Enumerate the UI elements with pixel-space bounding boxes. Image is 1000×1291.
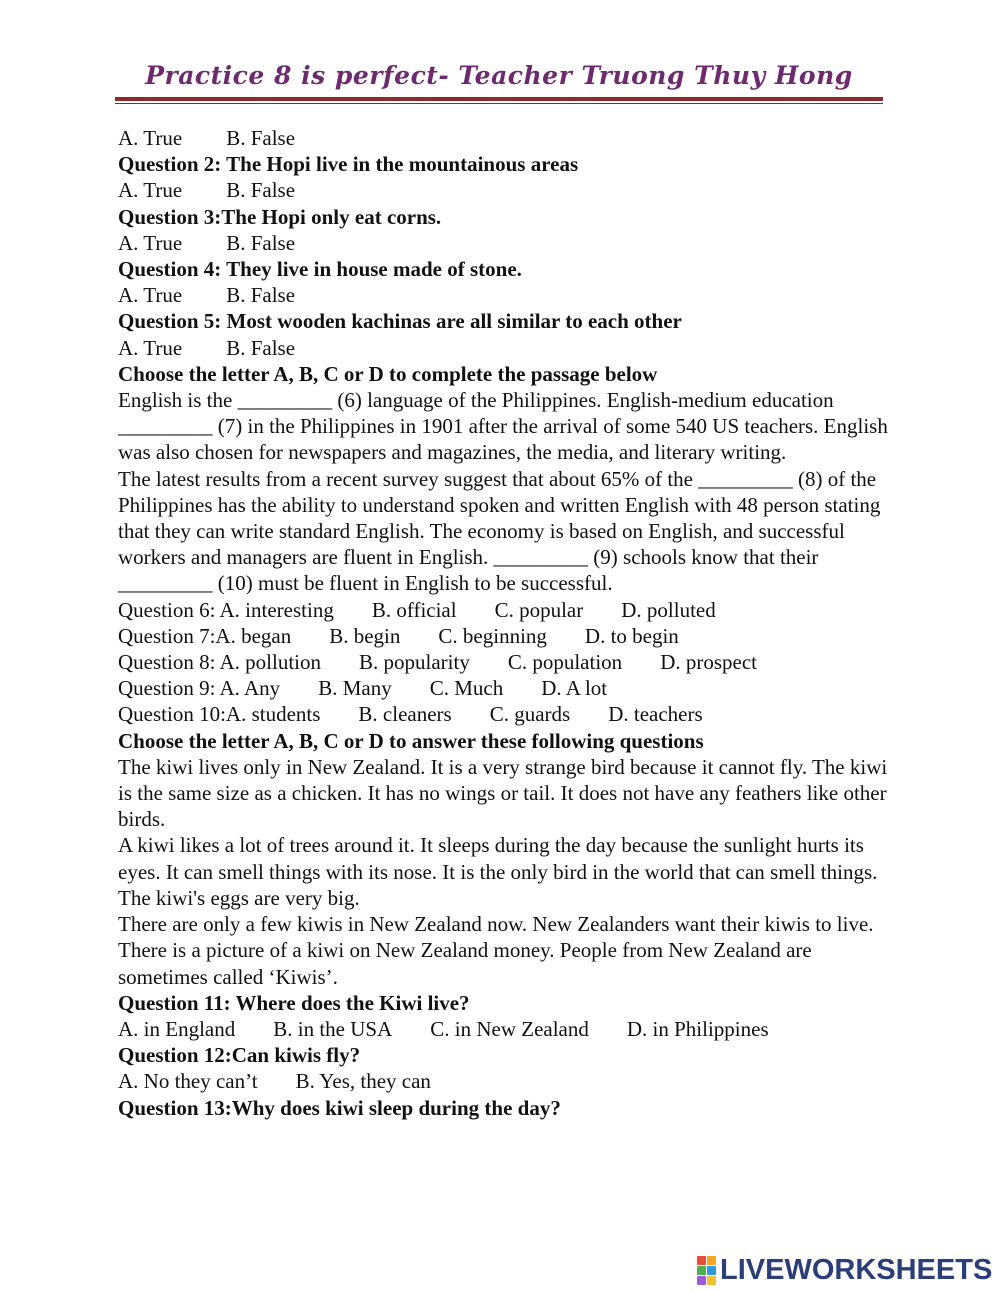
q4-text: Question 4: They live in house made of stone.	[118, 257, 522, 282]
q12-option-b[interactable]: B. Yes, they can	[295, 1069, 431, 1094]
q10-row	[118, 701, 888, 727]
q11-option-c[interactable]: C. in New Zealand	[430, 1016, 589, 1041]
q6-option-d[interactable]: D. polluted	[621, 597, 716, 622]
q6-option-c[interactable]: C. popular	[494, 597, 584, 622]
q7-row	[118, 623, 888, 649]
q11-text: Question 11: Where does the Kiwi live?	[118, 990, 470, 1015]
q12-option-a[interactable]: A. No they can’t	[118, 1069, 258, 1094]
passage-kiwi-p2: A kiwi likes a lot of trees around it. It sleeps during the day because the sunlight hurts its eyes. It can smell things with its nose. It is the only bird in the world that can smell things. The kiwi's eggs are very big.	[118, 833, 878, 910]
q9-row	[118, 675, 888, 701]
q3-option-b[interactable]: B. False	[226, 230, 296, 255]
q11-option-a[interactable]: A. in England	[118, 1016, 236, 1041]
q12-text: Question 12:Can kiwis fly?	[118, 1043, 361, 1068]
q2-options	[118, 177, 888, 203]
q8-option-c[interactable]: C. population	[507, 650, 623, 675]
q4-options	[118, 282, 888, 308]
q12-options	[118, 1068, 888, 1094]
section2-heading: Choose the letter A, B, C or D to complete the passage below	[118, 361, 658, 386]
q5-option-a[interactable]: A. True	[118, 335, 183, 360]
q10-label-option-a[interactable]: Question 10:A. students	[118, 702, 321, 727]
q11-options	[118, 1016, 888, 1042]
q10-option-c[interactable]: C. guards	[489, 702, 571, 727]
q5-text: Question 5: Most wooden kachinas are all similar to each other	[118, 309, 682, 334]
q5-options	[118, 335, 888, 361]
q9-option-b[interactable]: B. Many	[318, 676, 392, 701]
q9-label-option-a[interactable]: Question 9: A. Any	[118, 676, 281, 701]
passage-philippines-p2: The latest results from a recent survey suggest that about 65% of the _________ (8) of the Philippines has the ability to understand spoken and written English with 48 person stating that they can write standard English. The economy is based on English, and successful workers and managers are fluent in English. _________ (9) schools know that their _________ (10) must be fluent in English to be successful.	[118, 466, 881, 596]
q9-option-d[interactable]: D. A lot	[541, 676, 608, 701]
header-rule-thin	[115, 103, 883, 104]
q9-option-c[interactable]: C. Much	[429, 676, 504, 701]
q8-option-d[interactable]: D. prospect	[660, 650, 757, 675]
passage-philippines-p1: English is the _________ (6) language of the Philippines. English-medium education _________ (7) in the Philippines in 1901 after the arrival of some 540 US teachers. English was also chosen for newspapers and magazines, the media, and literary writing.	[118, 388, 888, 465]
q1-option-b[interactable]: B. False	[226, 126, 296, 150]
liveworksheets-logo	[697, 1255, 992, 1285]
logo-block	[697, 1266, 706, 1275]
q7-option-d[interactable]: D. to begin	[584, 623, 679, 648]
q1-options	[118, 125, 888, 151]
page-header	[115, 58, 883, 98]
q7-option-b[interactable]: B. begin	[329, 623, 401, 648]
header-rule-thick	[115, 97, 883, 101]
q6-label-option-a[interactable]: Question 6: A. interesting	[118, 597, 334, 622]
logo-block	[697, 1276, 706, 1285]
q7-label-option-a[interactable]: Question 7:A. began	[118, 623, 292, 648]
q3-options	[118, 230, 888, 256]
q4-option-b[interactable]: B. False	[226, 283, 296, 308]
logo-blocks-icon	[697, 1256, 716, 1285]
q8-row	[118, 649, 888, 675]
q5-option-b[interactable]: B. False	[226, 335, 296, 360]
passage-kiwi-p3: There are only a few kiwis in New Zealand now. New Zealanders want their kiwis to live. There is a picture of a kiwi on New Zealand money. People from New Zealand are sometimes called ‘Kiwis’.	[118, 912, 874, 989]
q11-option-b[interactable]: B. in the USA	[273, 1016, 393, 1041]
q2-option-b[interactable]: B. False	[226, 178, 296, 203]
logo-block	[707, 1266, 716, 1275]
q13-text: Question 13:Why does kiwi sleep during the day?	[118, 1095, 561, 1120]
worksheet-content	[118, 125, 888, 1121]
q10-option-b[interactable]: B. cleaners	[358, 702, 452, 727]
q10-option-d[interactable]: D. teachers	[608, 702, 703, 727]
q2-option-a[interactable]: A. True	[118, 178, 183, 203]
q2-text: Question 2: The Hopi live in the mountainous areas	[118, 152, 579, 177]
logo-block	[707, 1276, 716, 1285]
header-title: Practice 8 is perfect- Teacher Truong Thuy Hong	[145, 61, 853, 90]
logo-text: LIVEWORKSHEETS	[720, 1253, 993, 1286]
q6-row	[118, 597, 888, 623]
q6-option-b[interactable]: B. official	[371, 597, 457, 622]
logo-block	[707, 1256, 716, 1265]
q11-option-d[interactable]: D. in Philippines	[626, 1016, 769, 1041]
q3-option-a[interactable]: A. True	[118, 230, 183, 255]
q8-option-b[interactable]: B. popularity	[359, 650, 470, 675]
q7-option-c[interactable]: C. beginning	[438, 623, 547, 648]
q1-option-a[interactable]: A. True	[118, 126, 183, 150]
logo-block	[697, 1256, 706, 1265]
q3-text: Question 3:The Hopi only eat corns.	[118, 204, 442, 229]
q8-label-option-a[interactable]: Question 8: A. pollution	[118, 650, 322, 675]
q4-option-a[interactable]: A. True	[118, 283, 183, 308]
section3-heading: Choose the letter A, B, C or D to answer these following questions	[118, 728, 704, 753]
passage-kiwi-p1: The kiwi lives only in New Zealand. It is a very strange bird because it cannot fly. The kiwi is the same size as a chicken. It has no wings or tail. It does not have any feathers like other birds.	[118, 754, 888, 832]
